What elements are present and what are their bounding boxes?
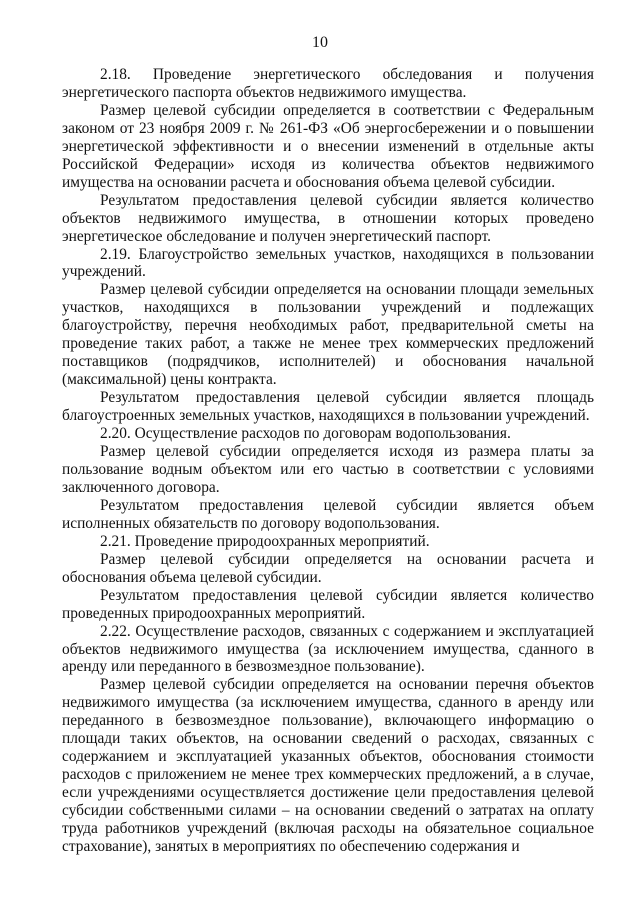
paragraph-2-21-heading: 2.21. Проведение природоохранных мероприятий. xyxy=(100,532,430,550)
paragraph-2-18-result: Результатом предоставления целевой субсидии является количество объектов недвижимого имущества, в отношении которых проведено энергетическое обследование и получен энергетический паспорт. xyxy=(62,191,594,245)
page-number: 10 xyxy=(312,34,328,51)
paragraph-2-19-heading: 2.19. Благоустройство земельных участков, находящихся в пользовании учреждений. xyxy=(62,245,594,281)
paragraph-2-21-result: Результатом предоставления целевой субсидии является количество проведенных природоохранных мероприятий. xyxy=(62,586,594,622)
paragraph-2-22-heading: 2.22. Осуществление расходов, связанных с содержанием и эксплуатацией объектов недвижимого имущества (за исключением имущества, сданного в аренду или переданного в безвозмездное пользование). xyxy=(62,622,594,676)
document-body xyxy=(62,66,594,856)
paragraph-2-19-result: Результатом предоставления целевой субсидии является площадь благоустроенных земельных участков, находящихся в пользовании учреждений. xyxy=(62,389,594,425)
paragraph-2-22-size: Размер целевой субсидии определяется на основании перечня объектов недвижимого имущества (за исключением имущества, сданного в аренду или переданного в безвозмездное пользование), включающего информацию о площади таких объектов, на основании сведений о расходах, связанных с содержанием и эксплуатацией указанных объектов, обоснования стоимости расходов с приложением не менее трех коммерческих предложений, а в случае, если учреждениями осуществляется достижение цели предоставления целевой субсидии собственными силами – на основании сведений о затратах на оплату труда работников учреждений (включая расходы на обязательное социальное страхование), занятых в мероприятиях по обеспечению содержания и xyxy=(62,676,594,855)
paragraph-2-20-size: Размер целевой субсидии определяется исходя из размера платы за пользование водным объектом или его частью в соответствии с условиями заключенного договора. xyxy=(62,443,594,496)
paragraph-2-20-heading: 2.20. Осуществление расходов по договорам водопользования. xyxy=(100,425,511,443)
paragraph-2-21-size: Размер целевой субсидии определяется на основании расчета и обоснования объема целевой субсидии. xyxy=(62,550,594,586)
paragraph-2-19-size: Размер целевой субсидии определяется на основании площади земельных участков, находящихся в пользовании учреждений и подлежащих благоустройству, перечня необходимых работ, предварительной сметы на проведение таких работ, а также не менее трех коммерческих предложений поставщиков (подрядчиков, исполнителей) и обоснования начальной (максимальной) цены контракта. xyxy=(62,281,594,389)
paragraph-2-18-heading: 2.18. Проведение энергетического обследования и получения энергетического паспорта объектов недвижимого имущества. xyxy=(62,66,594,101)
paragraph-2-20-result: Результатом предоставления целевой субсидии является объем исполненных обязательств по договору водопользования. xyxy=(62,496,594,532)
paragraph-2-18-size: Размер целевой субсидии определяется в соответствии с Федеральным законом от 23 ноября 2009 г. № 261-ФЗ «Об энергосбережении и о повышении энергетической эффективности и о внесении изменений в отдельные акты Российской Федерации» исходя из количества объектов недвижимого имущества на основании расчета и обоснования объема целевой субсидии. xyxy=(62,101,594,191)
